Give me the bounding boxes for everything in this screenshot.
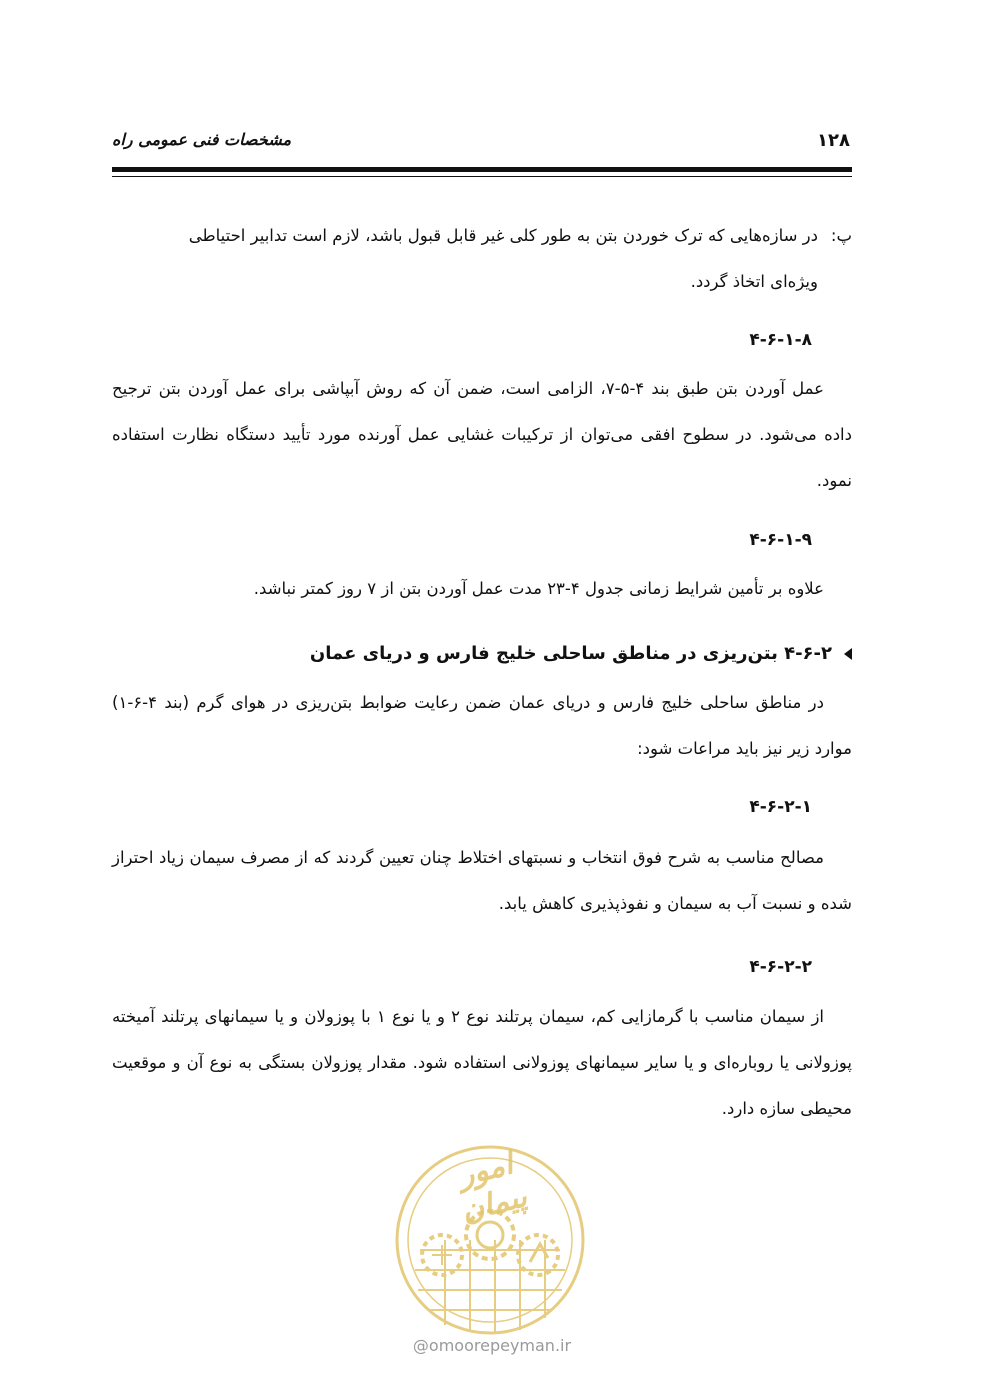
header-rule-thin bbox=[112, 176, 852, 177]
page-number: ۱۲۸ bbox=[817, 130, 850, 151]
section-text-8: عمل آوردن بتن طبق بند ۴-۵-۷، الزامی است، ضمن آن که روش آبپاشی برای عمل آوردن بتن ترجیح داده می‌شود. در سطوح افقی می‌توان از ترکیبات غشایی عمل آورنده مورد تأیید دستگاه نظارت استفاده نمود. bbox=[112, 379, 852, 490]
watermark-logo-text: امور پیمان bbox=[455, 1146, 531, 1229]
section-number-9: ۴-۶-۱-۹ bbox=[749, 530, 812, 550]
page-header bbox=[112, 128, 850, 158]
running-title: مشخصات فنی عمومی راه bbox=[112, 130, 292, 149]
item-p-line1: در سازه‌هایی که ترک خوردن بتن به طور کلی غیر قابل قبول باشد، لازم است تدابیر احتیاطی bbox=[188, 226, 818, 245]
item-p-label: پ: bbox=[830, 226, 852, 245]
section-heading-2-text: ۴-۶-۲ بتن‌ریزی در مناطق ساحلی خلیج فارس و دریای عمان bbox=[309, 643, 832, 664]
bullet-triangle-icon bbox=[844, 648, 852, 660]
section-text-2-2: از سیمان مناسب با گرمازایی کم، سیمان پرتلند نوع ۲ و یا نوع ۱ با پوزولان و یا سیمانهای پرتلند آمیخته پوزولانی یا روباره‌ای و یا سایر سیمانهای پوزولانی استفاده شود. مقدار پوزولان بستگی به نوع آن و موقعیت محیطی سازه دارد. bbox=[112, 1007, 852, 1118]
section-number-2-1: ۴-۶-۲-۱ bbox=[749, 797, 812, 817]
watermark-logo bbox=[390, 1140, 590, 1345]
section-number-8: ۴-۶-۱-۸ bbox=[749, 330, 812, 350]
header-rule-thick bbox=[112, 167, 852, 172]
section-heading-2 bbox=[112, 643, 852, 664]
watermark-website: @omoorepeyman.ir bbox=[412, 1336, 572, 1355]
section-text-9: علاوه بر تأمین شرایط زمانی جدول ۴-۲۳ مدت عمل آوردن بتن از ۷ روز کمتر نباشد. bbox=[253, 579, 824, 598]
section-intro-2: در مناطق ساحلی خلیج فارس و دریای عمان ضمن رعایت ضوابط بتن‌ریزی در هوای گرم (بند ۴-۶-۱) موارد زیر نیز باید مراعات شود: bbox=[112, 693, 852, 758]
section-text-2-1: مصالح مناسب به شرح فوق انتخاب و نسبتهای اختلاط چنان تعیین گردند که از مصرف سیمان زیاد احتراز شده و نسبت آب به سیمان و نفوذپذیری کاهش یابد. bbox=[112, 848, 852, 913]
item-p-line2: ویژه‌ای اتخاذ گردد. bbox=[690, 272, 818, 291]
item-p bbox=[112, 213, 852, 305]
section-number-2-2: ۴-۶-۲-۲ bbox=[749, 957, 812, 977]
